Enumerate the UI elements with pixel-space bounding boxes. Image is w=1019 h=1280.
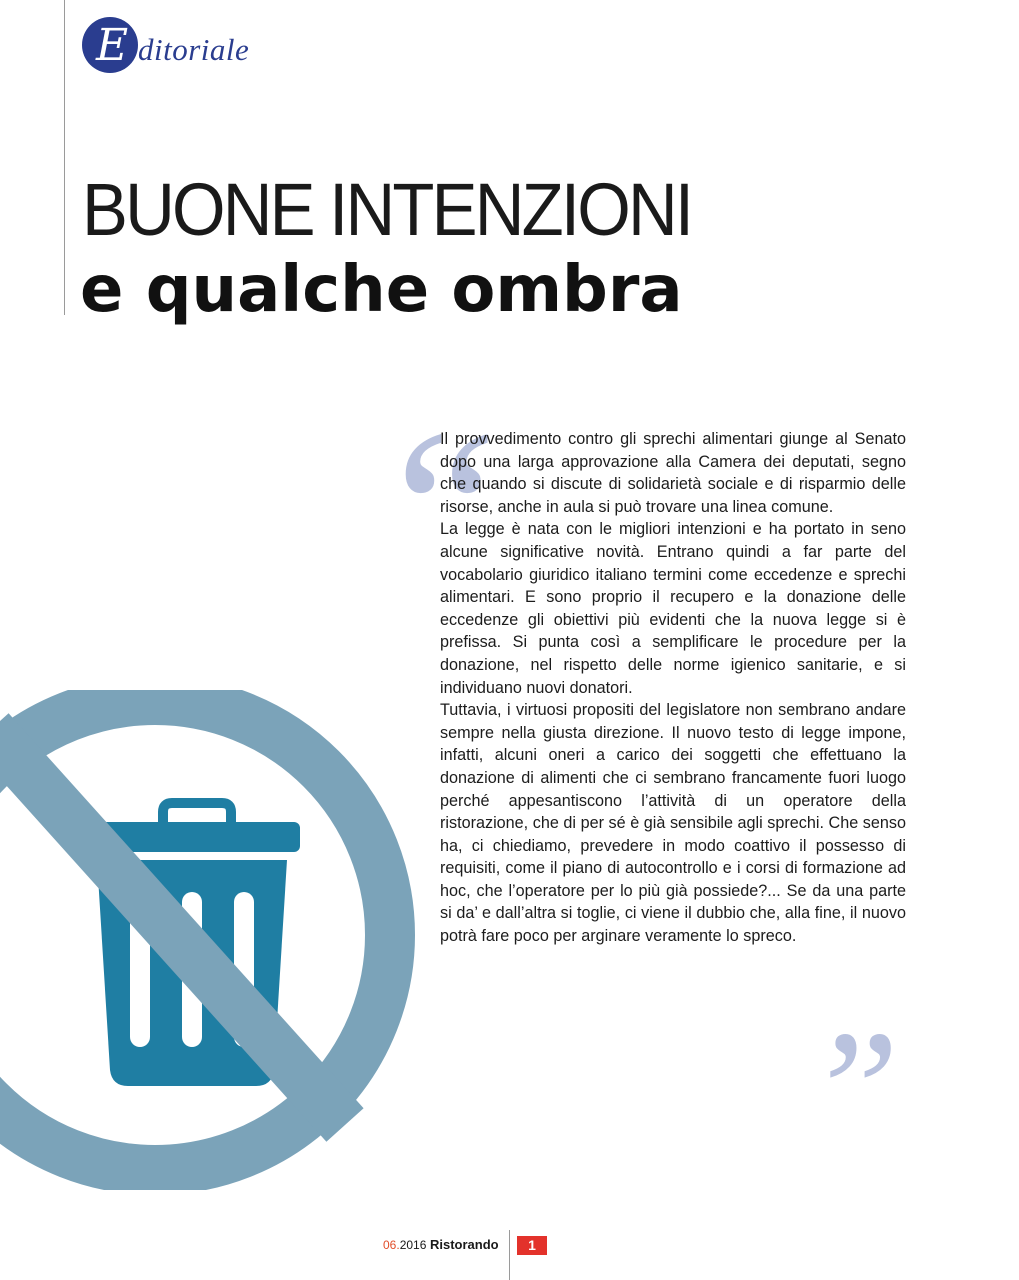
no-trash-icon: [0, 690, 430, 1190]
article-paragraph: Tuttavia, i virtuosi propositi del legislatore non sembrano andare sempre nella giusta direzione. Il nuovo testo di legge impone, infatti, alcuni oneri a carico dei soggetti che effettuano la donazione di alimenti che ci sembrano francamente fuori luogo perché appesantiscono l’attività di un operatore della ristorazione, che di per sé è già sensibile agli sprechi. Che senso ha, ci chiediamo, prevedere in modo coattivo il possesso di requisiti, come il piano di autocontrollo e i corsi di formazione ad hoc, che l’operatore per lo più già possiede?... Se da una parte si da’ e dall’altra si toglie, ci viene il dubbio che, alla fine, il nuovo potrà fare poco per arginare veramente lo spreco.: [440, 701, 906, 946]
section-label: ditoriale: [138, 32, 250, 67]
issue-year: 2016: [399, 1238, 427, 1252]
open-quote-mark: “: [372, 382, 500, 637]
headline-line2: e qualche ombra: [80, 253, 683, 327]
close-quote-mark: ”: [805, 996, 900, 1184]
section-initial: E: [95, 20, 129, 71]
article-body: [440, 428, 906, 948]
article-paragraph: Il provvedimento contro gli sprechi alimentari giunge al Senato dopo una larga approvazione alla Camera dei deputati, segno che quando si discute di solidarietà sociale e di risparmio delle risorse, anche in aula si può trovare una linea comune.: [440, 430, 906, 516]
headline-line1: BUONE INTENZIONI: [82, 168, 692, 251]
footer-rule: [509, 1230, 510, 1280]
page-number: 1: [517, 1236, 547, 1255]
magazine-name: Ristorando: [430, 1237, 499, 1252]
issue-month: 06.: [383, 1238, 400, 1252]
left-rule: [64, 0, 65, 315]
article-paragraph: La legge è nata con le migliori intenzioni e ha portato in seno alcune significative novità. Entrano quindi a far parte del vocabolario giuridico italiano termini come eccedenze e sprechi alimentari. E sono proprio il recupero e la donazione delle eccedenze gli obiettivi più evidenti che la nuova legge si è prefissa. Si punta così a semplificare le procedure per la donazione, nel rispetto delle norme igienico sanitarie, e si individuano nuovi donatori.: [440, 520, 906, 697]
issue-date: [383, 1238, 426, 1252]
